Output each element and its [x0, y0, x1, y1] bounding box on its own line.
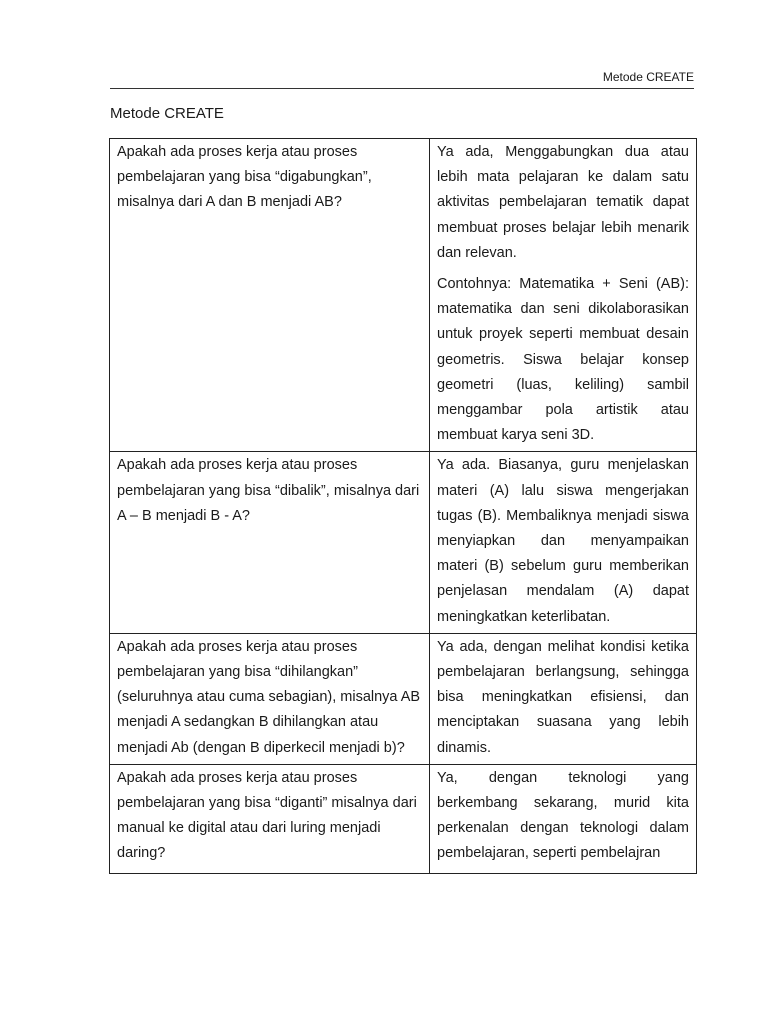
running-header: Metode CREATE: [602, 70, 694, 84]
answer-paragraph: Contohnya: Matematika + Seni (AB): matematika dan seni dikolaborasikan untuk proyek seperti membuat desain geometris. Siswa belajar konsep geometri (luas, keliling) sambil menggambar pola artistik atau membuat karya seni 3D.: [437, 276, 689, 444]
answer-cell: [430, 452, 697, 633]
answer-paragraph: Ya ada, Menggabungkan dua atau lebih mata pelajaran ke dalam satu aktivitas pembelajaran tematik dapat membuat proses belajar lebih menarik dan relevan.: [437, 144, 689, 261]
question-cell: Apakah ada proses kerja atau proses pembelajaran yang bisa “digabungkan”, misalnya dari A dan B menjadi AB?: [110, 139, 430, 452]
answer-paragraph: Ya ada, dengan melihat kondisi ketika pembelajaran berlangsung, sehingga bisa meningkatkan efisiensi, dan menciptakan suasana yang lebih dinamis.: [437, 638, 689, 756]
answer-paragraph: Ya ada. Biasanya, guru menjelaskan materi (A) lalu siswa mengerjakan tugas (B). Membaliknya menjadi siswa menyiapkan dan menyampaikan materi (B) sebelum guru memberikan penjelasan mendalam (A) dapat meningkatkan keterlibatan.: [437, 457, 689, 625]
header-rule: [110, 88, 694, 89]
answer-paragraph: Ya, dengan teknologi yang berkembang sekarang, murid kita perkenalan dengan teknologi dalam pembelajaran, seperti pembelajran: [437, 769, 689, 862]
table-row: [110, 633, 697, 764]
document-title: Metode CREATE: [110, 105, 224, 122]
answer-cell: [430, 139, 697, 452]
table-row: [110, 452, 697, 633]
answer-cell: [430, 633, 697, 764]
answer-cell: [430, 764, 697, 873]
question-cell: Apakah ada proses kerja atau proses pembelajaran yang bisa “dihilangkan” (seluruhnya atau cuma sebagian), misalnya AB menjadi A sedangkan B dihilangkan atau menjadi Ab (dengan B diperkecil menjadi b)?: [110, 633, 430, 764]
table-row: [110, 139, 697, 452]
question-answer-table: [109, 138, 697, 874]
question-cell: Apakah ada proses kerja atau proses pembelajaran yang bisa “dibalik”, misalnya dari A – B menjadi B - A?: [110, 452, 430, 633]
question-cell: Apakah ada proses kerja atau proses pembelajaran yang bisa “diganti” misalnya dari manual ke digital atau dari luring menjadi daring?: [110, 764, 430, 873]
table-row: [110, 764, 697, 873]
